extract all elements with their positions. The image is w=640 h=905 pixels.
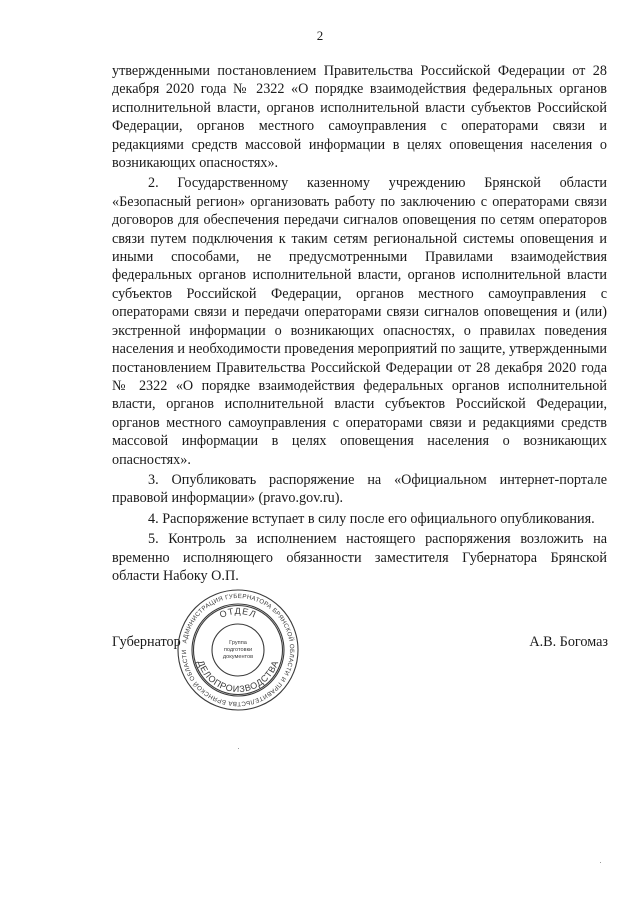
stamp-ring-top: ОТДЕЛ — [218, 605, 259, 620]
paragraph-continuation: утвержденными постановлением Правительства Российской Федерации от 28 декабря 2020 года № 2322 «О порядке взаимодействия федеральных органов исполнительной власти, органов исполнительной власти субъектов Российской Федерации, органов местного самоуправления с операторами связи и редакциями средств массовой информации в целях оповещения населения о возникающих опасностях». — [112, 63, 607, 172]
stamp-center-line-1: Группа — [229, 640, 247, 646]
signatory-name: А.В. Богомаз — [529, 634, 608, 650]
scan-speck — [238, 748, 239, 749]
paragraph-item-4: 4. Распоряжение вступает в силу после его официального опубликования. — [148, 510, 595, 527]
signatory-title: Губернатор — [112, 634, 181, 650]
paragraph-item-5: 5. Контроль за исполнением настоящего распоряжения возложить на временно исполняющего обязанности заместителя Губернатора Брянской области Набоку О.П. — [112, 531, 607, 584]
official-stamp — [176, 588, 300, 712]
stamp-outer-text: АДМИНИСТРАЦИЯ ГУБЕРНАТОРА БРЯНСКОЙ ОБЛАСТИ И ПРАВИТЕЛЬСТВА БРЯНСКОЙ ОБЛАСТИ — [180, 592, 296, 708]
stamp-ring-bottom: ДЕЛОПРОИЗВОДСТВА — [195, 658, 281, 695]
page-number: 2 — [316, 28, 324, 43]
document-body — [112, 62, 607, 587]
stamp-center-line-3: документов — [222, 654, 254, 660]
stamp-center-line-2: подготовки — [223, 647, 253, 653]
scan-speck — [600, 862, 601, 863]
paragraph-item-2: 2. Государственному казенному учреждению Брянской области «Безопасный регион» организовать работу по заключению с операторами связи договоров для обеспечения передачи сигналов оповещения по сетям операторов связи путем подключения к таким сетям региональной системы оповещения и иными способами, не предусмотренными Правилами взаимодействия федеральных органов исполнительной власти, органов исполнительной власти субъектов Российской Федерации, органов местного самоуправления с операторами связи и передачи операторами связи сигналов оповещения и (или) экстренной информации о возникающих опасностях, о правилах поведения населения и необходимости проведения мероприятий по защите, утвержденными постановлением Правительства Российской Федерации от 28 декабря 2020 года № 2322 «О порядке взаимодействия федеральных органов исполнительной власти, органов исполнительной власти субъектов Российской Федерации, органов местного самоуправления с операторами связи и редакциями средств массовой информации в целях оповещения населения о возникающих опасностях». — [112, 175, 607, 468]
paragraph-item-3: 3. Опубликовать распоряжение на «Официальном интернет-портале правовой информации» (pravo.gov.ru). — [112, 471, 607, 507]
